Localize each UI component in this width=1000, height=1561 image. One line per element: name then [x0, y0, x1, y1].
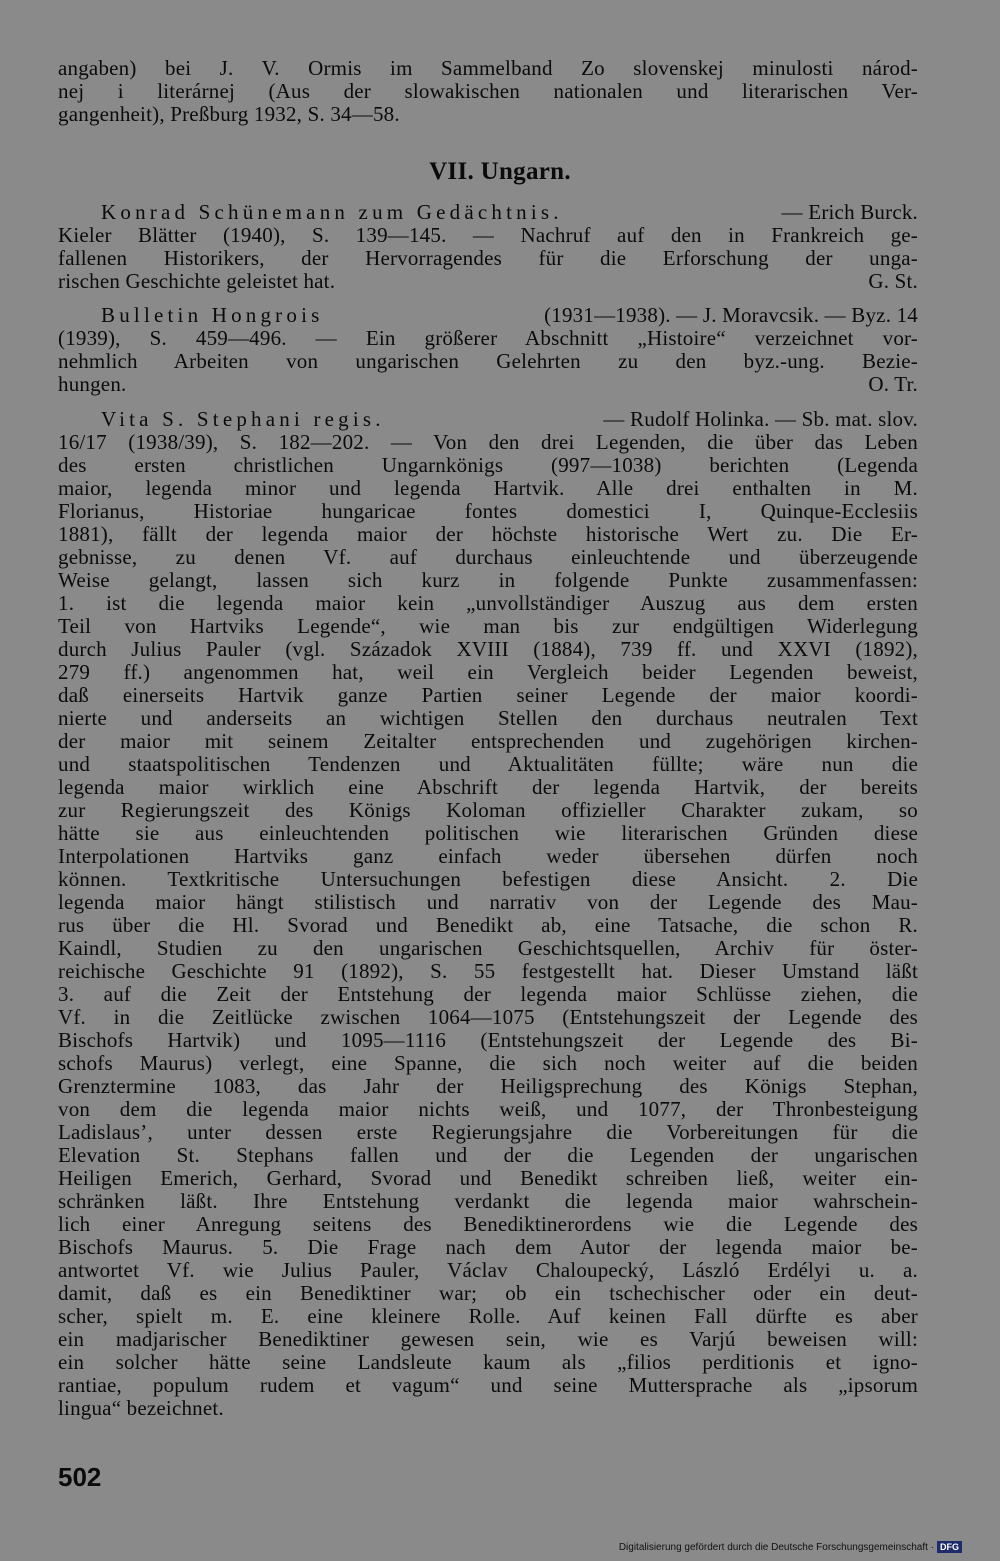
entry-title: Konrad Schünemann zum Gedächtnis. — [101, 200, 563, 224]
text-line: und staatspolitischen Tendenzen und Aktualitäten füllte; wäre nun die — [58, 752, 918, 776]
text-line: rischen Geschichte geleistet hat. — [58, 269, 336, 293]
text-line: schofs Maurus) verlegt, eine Spanne, die sich noch weiter auf die beiden — [58, 1051, 918, 1075]
entry-citation: — Erich Burck. — [781, 200, 918, 224]
text-line: antwortet Vf. wie Julius Pauler, Václav Chaloupecký, László Erdélyi u. a. — [58, 1258, 918, 1282]
text-line: durch Julius Pauler (vgl. Századok XVIII (1884), 739 ff. und XXVI (1892), — [58, 637, 918, 661]
text-line: Interpolationen Hartviks ganz einfach weder übersehen dürfen noch — [58, 844, 918, 868]
text-line: rantiae, populum rudem et vagum“ und seine Muttersprache als „ipsorum — [58, 1373, 918, 1397]
text-line: 279 ff.) angenommen hat, weil ein Vergleich beider Legenden beweist, — [58, 660, 918, 684]
text-line: maior, legenda minor und legenda Hartvik. Alle drei enthalten in M. — [58, 476, 918, 500]
text-line: hungen. — [58, 372, 127, 396]
text-line: nierte und anderseits an wichtigen Stellen den durchaus neutralen Text — [58, 706, 918, 730]
text-line: Elevation St. Stephans fallen und der die Legenden der ungarischen — [58, 1143, 918, 1167]
text-line: 3. auf die Zeit der Entstehung der legenda maior Schlüsse ziehen, die — [58, 982, 918, 1006]
text-line: scher, spielt m. E. eine kleinere Rolle. Auf keinen Fall dürfte es aber — [58, 1304, 918, 1328]
text-line: gebnisse, zu denen Vf. auf durchaus einleuchtende und überzeugende — [58, 545, 918, 569]
text-line: fallenen Historikers, der Hervorragendes für die Erforschung der unga- — [58, 246, 918, 270]
text-line: Vf. in die Zeitlücke zwischen 1064—1075 (Entstehungszeit der Legende des — [58, 1005, 918, 1029]
text-line: Grenztermine 1083, das Jahr der Heiligsprechung des Königs Stephan, — [58, 1074, 918, 1098]
text-line: nej i literárnej (Aus der slowakischen nationalen und literarischen Ver- — [58, 79, 918, 103]
entry-signature: G. St. — [868, 269, 918, 293]
text-line: lich einer Anregung seitens des Benediktinerordens wie die Legende des — [58, 1212, 918, 1236]
text-line: Bischofs Hartvik) und 1095—1116 (Entstehungszeit der Legende des Bi- — [58, 1028, 918, 1052]
text-line: nehmlich Arbeiten von ungarischen Gelehrten zu den byz.-ung. Bezie- — [58, 349, 918, 373]
entry-title: Vita S. Stephani regis. — [101, 407, 385, 431]
text-line: können. Textkritische Untersuchungen befestigen diese Ansicht. 2. Die — [58, 867, 918, 891]
text-line: lingua“ bezeichnet. — [58, 1396, 224, 1420]
text-line: von dem die legenda maior nichts weiß, und 1077, der Thronbesteigung — [58, 1097, 918, 1121]
text-line: reichische Geschichte 91 (1892), S. 55 festgestellt hat. Dieser Umstand läßt — [58, 959, 918, 983]
digitization-footer — [619, 1541, 962, 1553]
entry-title-line — [101, 201, 918, 224]
text-line: Heiligen Emerich, Gerhard, Svorad und Benedikt schreiben ließ, weiter ein- — [58, 1166, 918, 1190]
text-line: damit, daß es ein Benediktiner war; ob ein tschechischer oder ein deut- — [58, 1281, 918, 1305]
text-line: des ersten christlichen Ungarnkönigs (997—1038) berichten (Legenda — [58, 453, 918, 477]
text-line: ein solcher hätte seine Landsleute kaum als „filios perditionis et igno- — [58, 1350, 918, 1374]
text-line: (1939), S. 459—496. — Ein größerer Abschnitt „Histoire“ verzeichnet vor- — [58, 326, 918, 350]
text-line: 16/17 (1938/39), S. 182—202. — Von den drei Legenden, die über das Leben — [58, 430, 918, 454]
dfg-logo: DFG — [937, 1541, 962, 1553]
text-line: rus über die Hl. Svorad und Benedikt ab, eine Tatsache, die schon R. — [58, 913, 918, 937]
text-line: Florianus, Historiae hungaricae fontes domestici I, Quinque-Ecclesiis — [58, 499, 918, 523]
page-number: 502 — [58, 1462, 102, 1492]
text-line: der maior mit seinem Zeitalter entsprechenden und zugehörigen kirchen- — [58, 729, 918, 753]
entry-last-line — [58, 373, 918, 396]
entry-last-line — [58, 270, 918, 293]
text-line: angaben) bei J. V. Ormis im Sammelband Zo slovenskej minulosti národ- — [58, 56, 918, 80]
text-line: Weise gelangt, lassen sich kurz in folgende Punkte zusammenfassen: — [58, 568, 918, 592]
text-line: 1. ist die legenda maior kein „unvollständiger Auszug aus dem ersten — [58, 591, 918, 615]
text-line: Kieler Blätter (1940), S. 139—145. — Nachruf auf den in Frankreich ge- — [58, 223, 918, 247]
entry-citation: — Rudolf Holinka. — Sb. mat. slov. — [603, 407, 918, 431]
text-line: ein madjarischer Benediktiner gewesen sein, wie es Varjú beweisen will: — [58, 1327, 918, 1351]
text-line: hätte sie aus einleuchtenden politischen wie literarischen Gründen diese — [58, 821, 918, 845]
text-line: Kaindl, Studien zu den ungarischen Geschichtsquellen, Archiv für öster- — [58, 936, 918, 960]
text-line: legenda maior wirklich eine Abschrift der legenda Hartvik, der bereits — [58, 775, 918, 799]
text-line: schränken läßt. Ihre Entstehung verdankt die legenda maior wahrschein- — [58, 1189, 918, 1213]
text-line: zur Regierungszeit des Königs Koloman offizieller Charakter zukam, so — [58, 798, 918, 822]
text-line: legenda maior hängt stilistisch und narrativ von der Legende des Mau- — [58, 890, 918, 914]
text-line: Teil von Hartviks Legende“, wie man bis zur endgültigen Widerlegung — [58, 614, 918, 638]
entry-citation: (1931—1938). — J. Moravcsik. — Byz. 14 — [544, 303, 918, 327]
text-line: gangenheit), Preßburg 1932, S. 34—58. — [58, 102, 400, 126]
footer-text: Digitalisierung gefördert durch die Deutsche Forschungsgemeinschaft · — [618, 1541, 934, 1553]
entry-title-line — [101, 304, 918, 327]
section-heading: VII. Ungarn. — [429, 158, 571, 185]
text-line: 1881), fällt der legenda maior der höchste historische Wert zu. Die Er- — [58, 522, 918, 546]
text-line: Bischofs Maurus. 5. Die Frage nach dem Autor der legenda maior be- — [58, 1235, 918, 1259]
entry-title: Bulletin Hongrois — [101, 303, 324, 327]
text-line: daß einerseits Hartvik ganze Partien seiner Legende der maior koordi- — [58, 683, 918, 707]
entry-title-line — [101, 408, 918, 431]
text-line: Ladislaus’, unter dessen erste Regierungsjahre die Vorbereitungen für die — [58, 1120, 918, 1144]
entry-signature: O. Tr. — [868, 372, 918, 396]
